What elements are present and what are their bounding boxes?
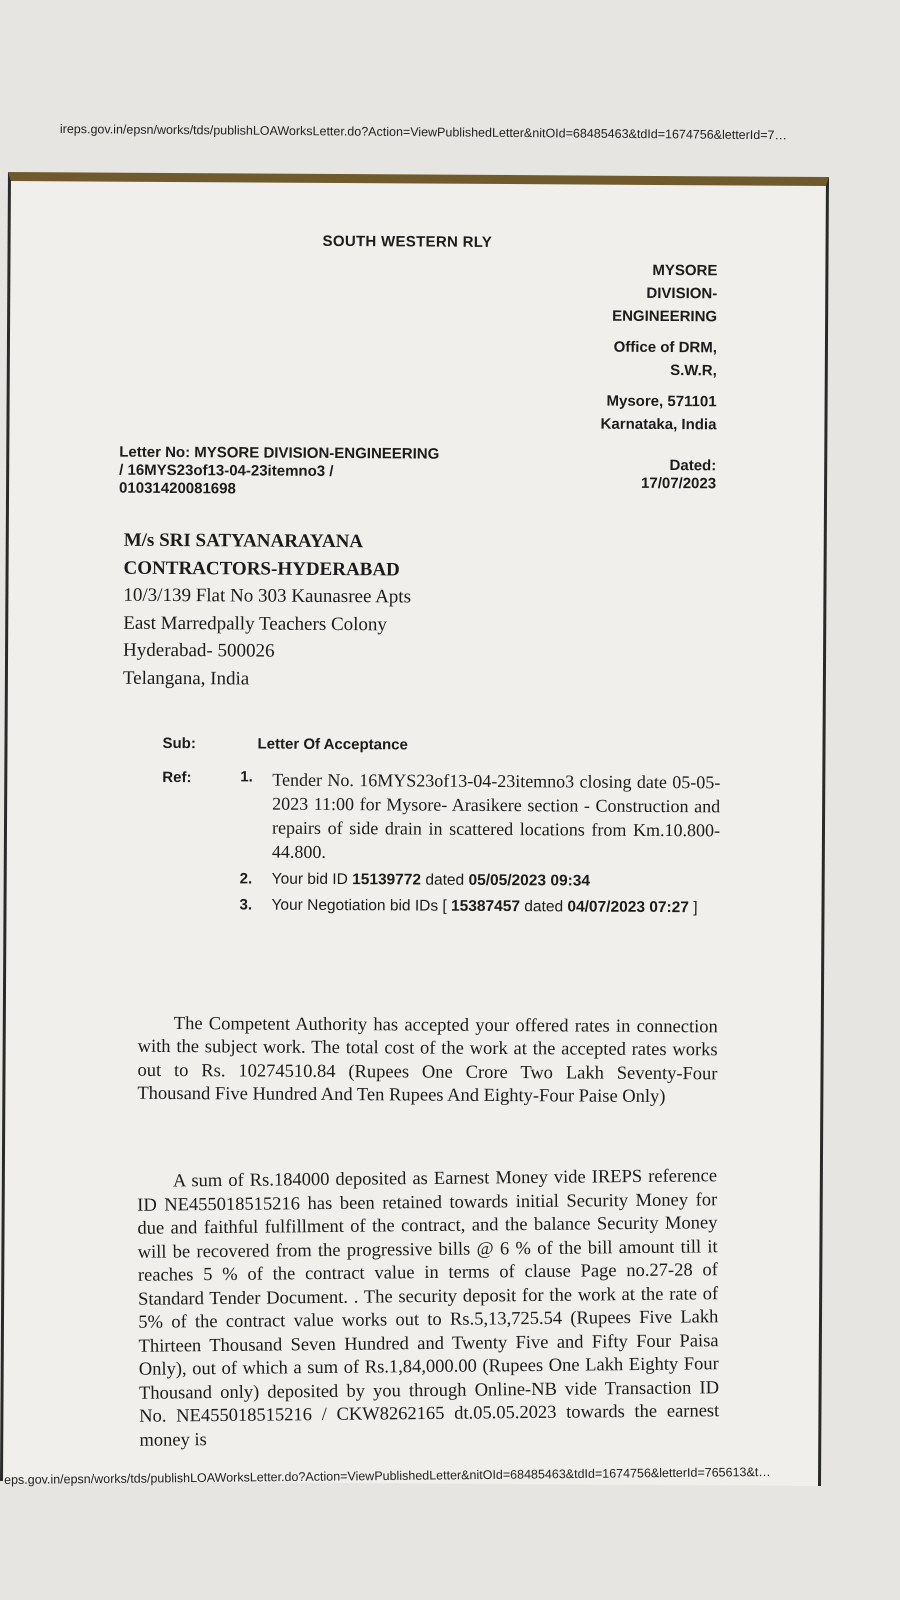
negotiation-bid-id: 15387457 (450, 897, 521, 916)
reference-number: 2. (239, 870, 253, 888)
letter-page (0, 172, 829, 1486)
addressee-firm: M/s SRI SATYANARAYANA (123, 529, 364, 553)
office-address (601, 259, 718, 437)
letter-number-line: / 16MYS23of13-04-23itemno3 / (119, 461, 334, 480)
bid-id: 15139772 (352, 871, 422, 889)
subject-line (162, 735, 407, 753)
letter-number-line: Letter No: MYSORE DIVISION-ENGINEERING (119, 443, 440, 463)
addressee (123, 527, 724, 696)
negotiation-bid-date: 04/07/2023 07:27 (567, 898, 689, 917)
office-line: ENGINEERING (612, 307, 718, 326)
bid-date: 05/05/2023 09:34 (468, 871, 591, 890)
subject-label: Sub: (162, 734, 196, 753)
addressee-line: Telangana, India (122, 667, 250, 689)
addressee-line: East Marredpally Teachers Colony (123, 612, 388, 635)
addressee-firm: CONTRACTORS-HYDERABAD (123, 557, 400, 580)
reference-item (239, 895, 719, 918)
reference-label: Ref: (162, 768, 192, 787)
addressee-line: 10/3/139 Flat No 303 Kaunasree Apts (123, 584, 412, 608)
reference-text: ] (688, 899, 698, 917)
acceptance-paragraph: The Competent Authority has accepted your offered rates in connection with the subject work. The total cost of the work at the accepted rates works out to Rs. 10274510.84 (Rupees One Crore Two Lakh Seventy-Four Thousand Five Hundred And Ten Rupees And Eighty-Four Paise Only) (137, 1013, 718, 1108)
subject-value: Letter Of Acceptance (257, 735, 408, 754)
reference-item (240, 869, 720, 892)
railway-name: SOUTH WESTERN RLY (322, 232, 493, 251)
reference-text: dated (421, 871, 469, 889)
security-money-paragraph: A sum of Rs.184000 deposited as Earnest Money vide IREPS reference ID NE455018515216 has been retained towards initial Security Money for due and faithful fulfillment of the contract, and the balance Security Money will be recovered from the progressive bills @ 6 % of the bill amount till it reaches 5 % of the contract value in terms of clause Page no.27-28 of Standard Tender Document. . The security deposit for the work at the rate of 5% of the contract value works out to Rs.5,13,725.54 (Rupees Five Lakh Thirteen Thousand Seven Hundred and Twenty Five and Fifty Four Paisa Only), out of which a sum of Rs.1,84,000.00 (Rupees One Lakh Eighty Four Thousand only) deposited by you through Online-NB vide Transaction ID No. NE455018515216 / CKW8262165 dt.05.05.2023 towards the earnest money is (137, 1165, 720, 1450)
references (162, 767, 722, 917)
reference-text: dated (519, 898, 568, 916)
reference-item (240, 767, 721, 866)
url-bar-top: ireps.gov.in/epsn/works/tds/publishLOAWorksLetter.do?Action=ViewPublishedLetter&nitOId=68485463&tdId=1674756&letterId=7… (59, 122, 788, 143)
letter-number (119, 444, 539, 501)
letter-number-line: 01031420081698 (119, 479, 236, 498)
office-line: Office of DRM, (613, 338, 717, 357)
office-line: MYSORE (652, 261, 718, 280)
dated-value: 17/07/2023 (640, 474, 717, 493)
office-line: Mysore, 571101 (606, 392, 717, 411)
url-bar-bottom: eps.gov.in/epsn/works/tds/publishLOAWorksLetter.do?Action=ViewPublishedLetter&nitOId=68485463&tdId=1674756&letterId=765613&t… (4, 1464, 771, 1487)
letter-date (641, 457, 716, 493)
reference-text: Your bid ID (271, 870, 353, 889)
addressee-line: Hyderabad- 500026 (123, 639, 275, 662)
office-line: Karnataka, India (600, 415, 717, 434)
office-line: DIVISION- (646, 284, 718, 303)
reference-text: Tender No. 16MYS23of13-04-23itemno3 closing date 05-05-2023 11:00 for Mysore- Arasikere section - Construction and repairs of side drain in scattered locations from Km.10.800-44.800. (271, 769, 721, 862)
reference-number: 1. (240, 768, 253, 786)
reference-number: 3. (239, 896, 253, 914)
dated-label: Dated: (669, 457, 717, 475)
reference-text: Your Negotiation bid IDs [ (271, 896, 452, 915)
office-line: S.W.R, (670, 362, 717, 380)
